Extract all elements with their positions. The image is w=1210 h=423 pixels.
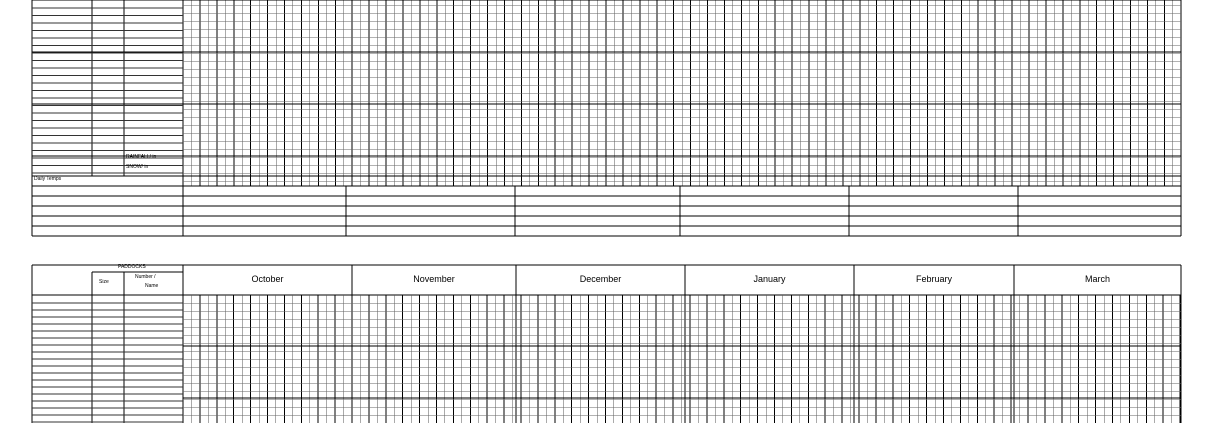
size-header: Size: [99, 279, 109, 285]
rainfall-label: RAINFALL/ in: [126, 154, 157, 160]
number-name-header: Number /: [135, 274, 156, 280]
snow-label: SNOW/ in: [126, 164, 149, 170]
month-header-october: October: [251, 274, 284, 284]
month-header-january: January: [753, 274, 786, 284]
daily-temps-label: Daily Temps: [34, 176, 62, 182]
month-header-february: February: [915, 274, 952, 284]
paddocks-header: PADDOCKS: [118, 264, 146, 270]
month-header-november: November: [413, 274, 455, 284]
number-name-header-line2: Name: [145, 283, 159, 289]
month-header-december: December: [579, 274, 622, 284]
month-header-march: March: [1084, 274, 1110, 284]
